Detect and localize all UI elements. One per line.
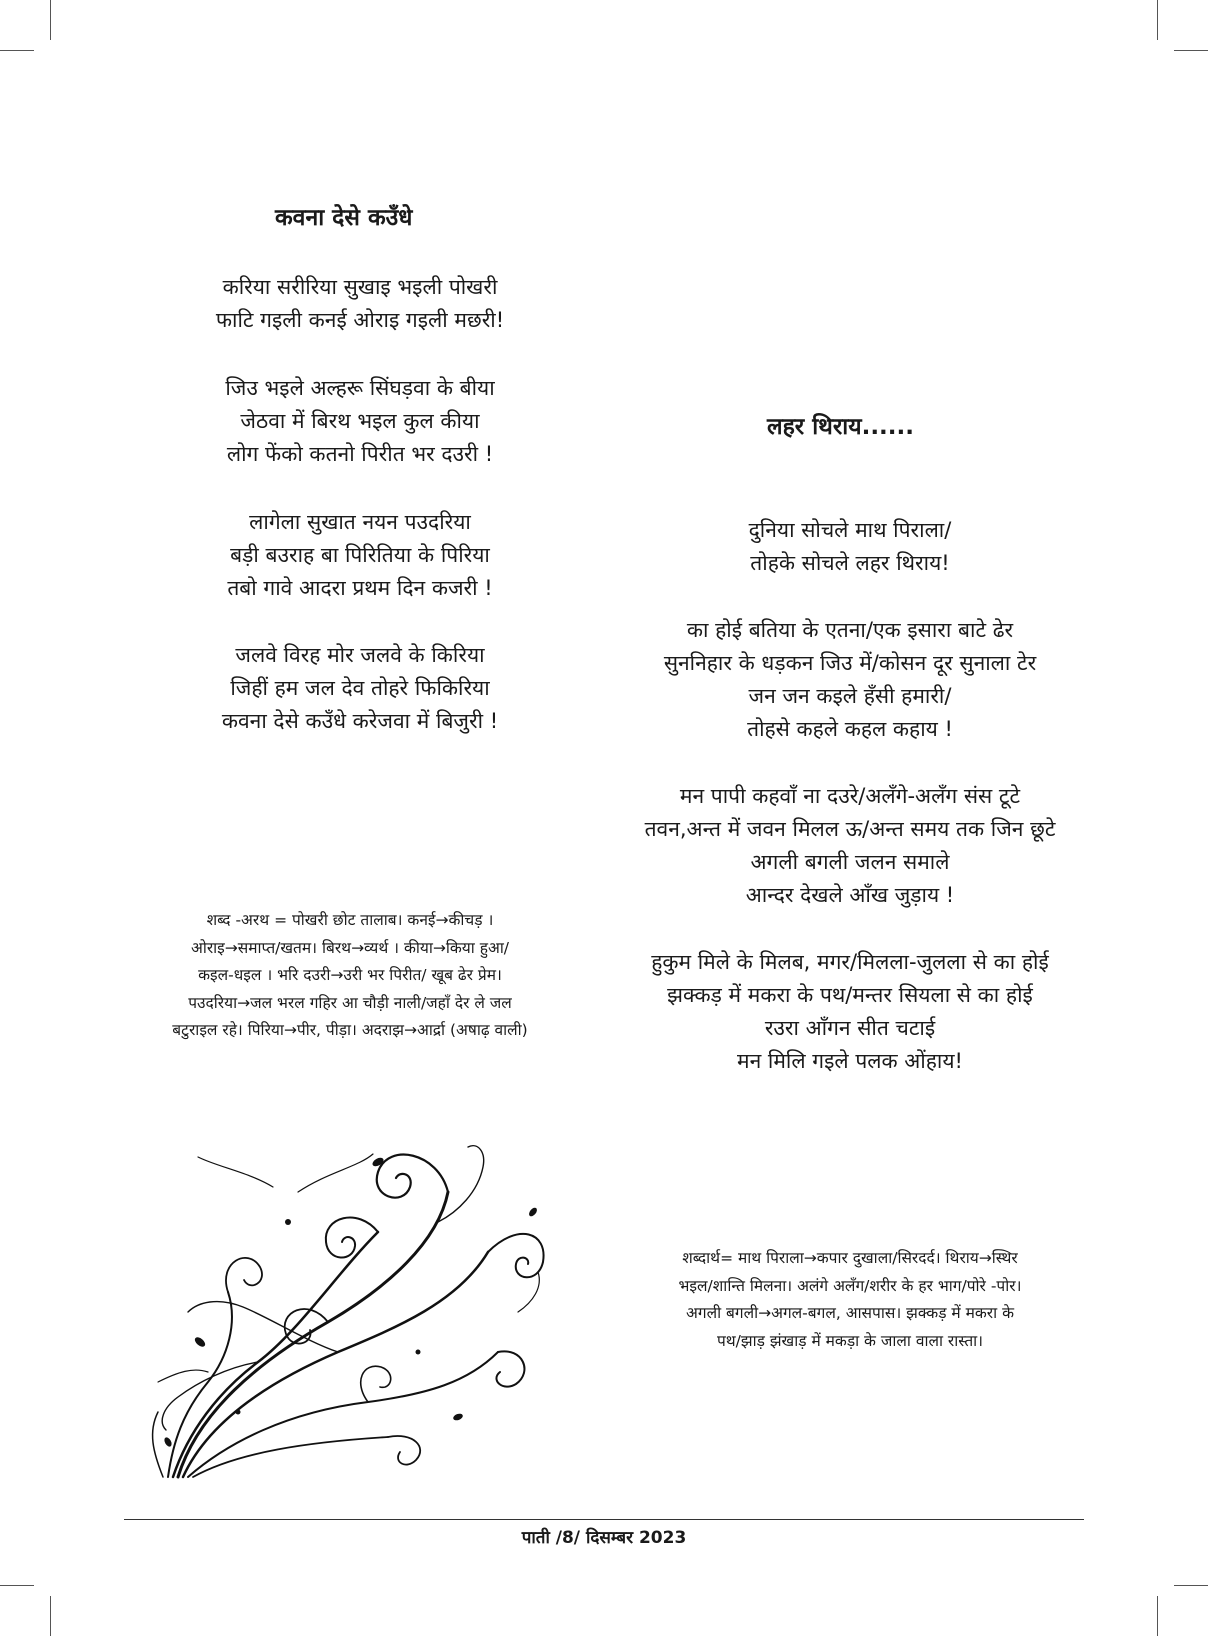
poem-line: तवन,अन्त में जवन मिलल ऊ/अन्त समय तक जिन छूटे — [644, 817, 1056, 841]
poem-line: जिउ भइले अल्हरू सिंघड़वा के बीया — [225, 376, 495, 400]
right-stanza-3 — [610, 780, 1090, 912]
glossary-line: शब्दार्थ= माथ पिराला→कपार दुखाला/सिरदर्द। थिराय→स्थिर — [682, 1249, 1018, 1267]
right-stanza-4 — [610, 946, 1090, 1078]
glossary-line: कइल-धइल । भरि दउरी→उरी भर पिरीत/ खूब ढेर प्रेम। — [198, 966, 502, 984]
glossary-line: पथ/झाड़ झंखाड़ में मकड़ा के जाला वाला रास्ता। — [716, 1331, 984, 1350]
floral-swirl-ornament — [138, 1112, 558, 1482]
glossary-line: भइल/शान्ति मिलना। अलंगे अलँग/शरीर के हर भाग/पोरे -पोर। — [678, 1276, 1022, 1295]
poem-line: अगली बगली जलन समाले — [750, 850, 950, 874]
glossary-line: बटुराइल रहे। पिरिया→पीर, पीड़ा। अदराझ→आर्द्रा (अषाढ़ वाली) — [172, 1021, 528, 1039]
left-poem-title: कवना देसे कउँधे — [275, 205, 413, 231]
crop-mark — [1174, 1585, 1208, 1586]
glossary-line: पउदरिया→जल भरल गहिर आ चौड़ी नाली/जहाँ देर ले जल — [188, 993, 512, 1012]
crop-mark — [0, 1585, 34, 1586]
poem-line: रउरा आँगन सीत चटाई — [764, 1016, 936, 1040]
poem-line: जलवे विरह मोर जलवे के किरिया — [235, 643, 485, 667]
poem-line: लागेला सुखात नयन पउदरिया — [249, 510, 471, 534]
poem-line: आन्दर देखले आँख जुड़ाय ! — [745, 883, 955, 907]
poem-line: तोहके सोचले लहर थिराय! — [750, 551, 950, 575]
right-stanza-1 — [610, 514, 1090, 580]
poem-line: हुकुम मिले के मिलब, मगर/मिलला-जुलला से का होई — [651, 950, 1049, 974]
poem-line: करिया सरीरिया सुखाइ भइली पोखरी — [222, 275, 498, 299]
poem-line: जिहीं हम जल देव तोहरे फिकिरिया — [230, 676, 490, 700]
crop-mark — [0, 50, 34, 51]
poem-line: जन जन कइले हँसी हमारी/ — [748, 684, 952, 708]
footer-rule — [124, 1519, 1084, 1520]
right-glossary — [610, 1245, 1090, 1355]
left-glossary — [110, 907, 590, 1045]
glossary-line: ओराइ→समाप्त/खतम। बिरथ→व्यर्थ । कीया→किया हुआ/ — [190, 938, 510, 957]
left-stanza-4 — [170, 639, 550, 738]
glossary-line: अगली बगली→अगल-बगल, आसपास। झक्कड़ में मकरा के — [686, 1304, 1014, 1322]
crop-mark — [1157, 0, 1158, 40]
glossary-line: शब्द -अरथ = पोखरी छोट तालाब। कनई→कीचड़ । — [206, 911, 494, 929]
poem-line: तबो गावे आदरा प्रथम दिन कजरी ! — [227, 576, 493, 600]
poem-line: जेठवा में बिरथ भइल कुल कीया — [240, 409, 480, 433]
poem-line: लोग फेंको कतनो पिरीत भर दउरी ! — [226, 442, 494, 466]
poem-line: सुननिहार के धड़कन जिउ में/कोसन दूर सुनाला टेर — [663, 651, 1037, 675]
poem-line: झक्कड़ में मकरा के पथ/मन्तर सियला से का होई — [667, 983, 1033, 1007]
poem-line: बड़ी बउराह बा पिरितिया के पिरिया — [230, 543, 490, 567]
left-stanza-1 — [170, 271, 550, 337]
left-stanza-3 — [170, 506, 550, 605]
poem-line: मन मिलि गइले पलक ओंहाय! — [737, 1049, 963, 1073]
poem-line: दुनिया सोचले माथ पिराला/ — [748, 518, 952, 542]
poem-line: कवना देसे कउँधे करेजवा में बिजुरी ! — [221, 709, 499, 733]
crop-mark — [50, 1596, 51, 1636]
poem-line: फाटि गइली कनई ओराइ गइली मछरी! — [215, 308, 505, 332]
right-stanza-2 — [610, 614, 1090, 746]
poem-line: तोहसे कहले कहल कहाय ! — [747, 717, 953, 741]
left-stanza-2 — [170, 372, 550, 471]
poem-line: मन पापी कहवाँ ना दउरे/अलँगे-अलँग संस टूटे — [679, 784, 1021, 808]
right-poem-title: लहर थिराय...... — [767, 414, 915, 440]
crop-mark — [50, 0, 51, 40]
crop-mark — [1157, 1596, 1158, 1636]
page-footer: पाती /8/ दिसम्बर 2023 — [521, 1528, 687, 1548]
crop-mark — [1174, 50, 1208, 51]
poem-line: का होई बतिया के एतना/एक इसारा बाटे ढेर — [686, 618, 1014, 642]
